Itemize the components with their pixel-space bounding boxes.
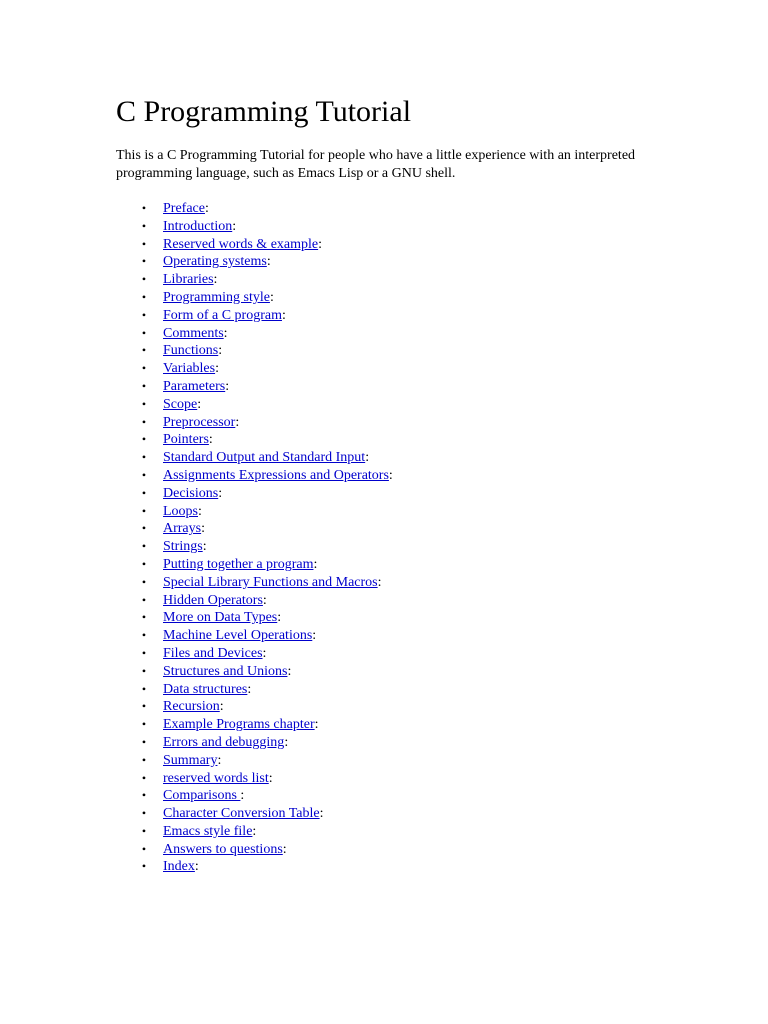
toc-link[interactable]: Comparisons bbox=[163, 788, 241, 804]
toc-link[interactable]: Functions bbox=[163, 343, 219, 359]
bullet-icon: • bbox=[141, 378, 147, 393]
bullet-icon: • bbox=[141, 752, 147, 767]
bullet-icon: • bbox=[141, 396, 147, 411]
toc-separator: : bbox=[388, 467, 393, 483]
toc-separator: : bbox=[284, 734, 289, 750]
toc-separator: : bbox=[377, 574, 382, 590]
toc-separator: : bbox=[277, 610, 282, 626]
bullet-icon: • bbox=[141, 503, 147, 518]
toc-separator: : bbox=[262, 592, 267, 608]
toc-item bbox=[141, 414, 393, 432]
toc-separator: : bbox=[247, 681, 252, 697]
toc-item bbox=[141, 627, 393, 645]
bullet-icon: • bbox=[141, 841, 147, 856]
bullet-icon: • bbox=[141, 610, 147, 625]
toc-separator: : bbox=[314, 717, 319, 733]
toc-item bbox=[141, 663, 393, 681]
bullet-icon: • bbox=[141, 539, 147, 554]
toc-item bbox=[141, 218, 393, 236]
bullet-icon: • bbox=[141, 272, 147, 287]
toc-item bbox=[141, 858, 393, 876]
toc-item bbox=[141, 253, 393, 271]
bullet-icon: • bbox=[141, 361, 147, 376]
toc-item bbox=[141, 734, 393, 752]
toc-item bbox=[141, 574, 393, 592]
bullet-icon: • bbox=[141, 645, 147, 660]
toc-link[interactable]: Preface bbox=[163, 201, 205, 216]
toc-item bbox=[141, 752, 393, 770]
toc-link[interactable]: Introduction bbox=[163, 218, 233, 234]
toc-item bbox=[141, 645, 393, 663]
toc-item bbox=[141, 342, 393, 360]
toc-link[interactable]: Character Conversion Table bbox=[163, 806, 320, 822]
toc-item bbox=[141, 396, 393, 414]
toc-link[interactable]: Emacs style file bbox=[163, 823, 253, 839]
bullet-icon: • bbox=[141, 788, 147, 803]
toc-link[interactable]: Index bbox=[163, 859, 195, 875]
bullet-icon: • bbox=[141, 521, 147, 536]
toc-link[interactable]: Preprocessor bbox=[163, 414, 236, 430]
toc-separator: : bbox=[268, 770, 273, 786]
bullet-icon: • bbox=[141, 806, 147, 821]
bullet-icon: • bbox=[141, 859, 147, 874]
bullet-icon: • bbox=[141, 699, 147, 714]
toc-separator: : bbox=[208, 432, 213, 448]
toc-link[interactable]: Assignments Expressions and Operators bbox=[163, 467, 389, 483]
toc-separator: : bbox=[198, 503, 202, 519]
toc-separator: : bbox=[219, 699, 224, 715]
bullet-icon: • bbox=[141, 574, 147, 589]
toc-link[interactable]: Decisions bbox=[163, 485, 219, 501]
toc-item bbox=[141, 698, 393, 716]
toc-link[interactable]: Libraries bbox=[163, 272, 214, 288]
toc-link[interactable]: Loops bbox=[163, 503, 198, 519]
toc-link[interactable]: Data structures bbox=[163, 681, 248, 697]
toc-item bbox=[141, 841, 393, 859]
bullet-icon: • bbox=[141, 592, 147, 607]
bullet-icon: • bbox=[141, 485, 147, 500]
toc-item bbox=[141, 681, 393, 699]
toc-link[interactable]: reserved words list bbox=[163, 770, 269, 786]
toc-separator: : bbox=[252, 823, 257, 839]
toc-link[interactable]: Operating systems bbox=[163, 254, 267, 270]
page-title: C Programming Tutorial bbox=[116, 95, 412, 128]
table-of-contents bbox=[141, 200, 393, 876]
bullet-icon: • bbox=[141, 663, 147, 678]
toc-link[interactable]: Standard Output and Standard Input bbox=[163, 450, 366, 466]
bullet-icon: • bbox=[141, 254, 147, 269]
toc-link[interactable]: Special Library Functions and Macros bbox=[163, 574, 378, 590]
intro-paragraph: This is a C Programming Tutorial for people who have a little experience with an interpreted programming language, such as Emacs Lisp or a GNU shell. bbox=[116, 148, 636, 181]
toc-separator: : bbox=[201, 521, 205, 537]
bullet-icon: • bbox=[141, 432, 147, 447]
toc-separator: : bbox=[217, 752, 222, 768]
toc-separator: : bbox=[319, 806, 324, 822]
toc-link[interactable]: Form of a C program bbox=[163, 307, 282, 323]
toc-item bbox=[141, 592, 393, 610]
bullet-icon: • bbox=[141, 201, 147, 215]
toc-item bbox=[141, 609, 393, 627]
toc-separator: : bbox=[215, 361, 219, 377]
toc-link[interactable]: Comments bbox=[163, 325, 224, 341]
toc-item bbox=[141, 823, 393, 841]
toc-separator: : bbox=[313, 556, 318, 572]
toc-item bbox=[141, 520, 393, 538]
toc-item bbox=[141, 236, 393, 254]
bullet-icon: • bbox=[141, 556, 147, 571]
toc-separator: : bbox=[225, 378, 230, 394]
toc-link[interactable]: Example Programs chapter bbox=[163, 717, 315, 733]
toc-item bbox=[141, 200, 393, 218]
toc-link[interactable]: Machine Level Operations bbox=[163, 628, 313, 644]
toc-separator: : bbox=[204, 201, 209, 216]
toc-separator: : bbox=[281, 307, 286, 323]
toc-separator: : bbox=[318, 236, 323, 252]
bullet-icon: • bbox=[141, 343, 147, 358]
toc-link[interactable]: Files and Devices bbox=[163, 645, 263, 661]
bullet-icon: • bbox=[141, 325, 147, 340]
bullet-icon: • bbox=[141, 289, 147, 304]
toc-link[interactable]: Parameters bbox=[163, 378, 226, 394]
bullet-icon: • bbox=[141, 236, 147, 251]
toc-separator: : bbox=[197, 396, 202, 412]
toc-item bbox=[141, 289, 393, 307]
toc-separator: : bbox=[282, 841, 287, 857]
toc-item bbox=[141, 307, 393, 325]
toc-link[interactable]: Summary bbox=[163, 752, 218, 768]
toc-separator: : bbox=[240, 788, 245, 804]
toc-link[interactable]: More on Data Types bbox=[163, 610, 278, 626]
bullet-icon: • bbox=[141, 307, 147, 322]
toc-link[interactable]: Putting together a program bbox=[163, 556, 314, 572]
toc-link[interactable]: Hidden Operators bbox=[163, 592, 263, 608]
bullet-icon: • bbox=[141, 734, 147, 749]
toc-link[interactable]: Errors and debugging bbox=[163, 734, 285, 750]
toc-item bbox=[141, 467, 393, 485]
toc-separator: : bbox=[218, 485, 223, 501]
bullet-icon: • bbox=[141, 770, 147, 785]
toc-item bbox=[141, 271, 393, 289]
toc-item bbox=[141, 503, 393, 521]
bullet-icon: • bbox=[141, 628, 147, 643]
toc-item bbox=[141, 378, 393, 396]
toc-separator: : bbox=[223, 325, 228, 341]
toc-item bbox=[141, 787, 393, 805]
toc-separator: : bbox=[269, 289, 274, 305]
toc-separator: : bbox=[218, 343, 223, 359]
toc-link[interactable]: Structures and Unions bbox=[163, 663, 288, 679]
bullet-icon: • bbox=[141, 218, 147, 233]
toc-item bbox=[141, 556, 393, 574]
toc-separator: : bbox=[365, 450, 370, 466]
toc-separator: : bbox=[202, 539, 207, 555]
toc-item bbox=[141, 360, 393, 378]
toc-separator: : bbox=[235, 414, 240, 430]
bullet-icon: • bbox=[141, 450, 147, 465]
toc-separator: : bbox=[262, 645, 267, 661]
toc-link[interactable]: Scope bbox=[163, 396, 198, 412]
toc-item bbox=[141, 485, 393, 503]
toc-link[interactable]: Arrays bbox=[163, 521, 202, 537]
toc-item bbox=[141, 449, 393, 467]
toc-link[interactable]: Strings bbox=[163, 539, 203, 555]
toc-link[interactable]: Reserved words & example bbox=[163, 236, 319, 252]
toc-link[interactable]: Variables bbox=[163, 361, 216, 377]
toc-separator: : bbox=[266, 254, 271, 270]
toc-separator: : bbox=[213, 272, 218, 288]
toc-link[interactable]: Pointers bbox=[163, 432, 209, 448]
bullet-icon: • bbox=[141, 823, 147, 838]
toc-link[interactable]: Recursion bbox=[163, 699, 220, 715]
toc-link[interactable]: Answers to questions bbox=[163, 841, 283, 857]
toc-link[interactable]: Programming style bbox=[163, 289, 270, 305]
toc-item bbox=[141, 716, 393, 734]
toc-separator: : bbox=[287, 663, 292, 679]
toc-item bbox=[141, 805, 393, 823]
bullet-icon: • bbox=[141, 681, 147, 696]
toc-item bbox=[141, 770, 393, 788]
bullet-icon: • bbox=[141, 717, 147, 732]
toc-separator: : bbox=[232, 218, 237, 234]
toc-item bbox=[141, 325, 393, 343]
bullet-icon: • bbox=[141, 467, 147, 482]
toc-separator: : bbox=[194, 859, 199, 875]
toc-separator: : bbox=[312, 628, 317, 644]
toc-item bbox=[141, 431, 393, 449]
toc-item bbox=[141, 538, 393, 556]
bullet-icon: • bbox=[141, 414, 147, 429]
